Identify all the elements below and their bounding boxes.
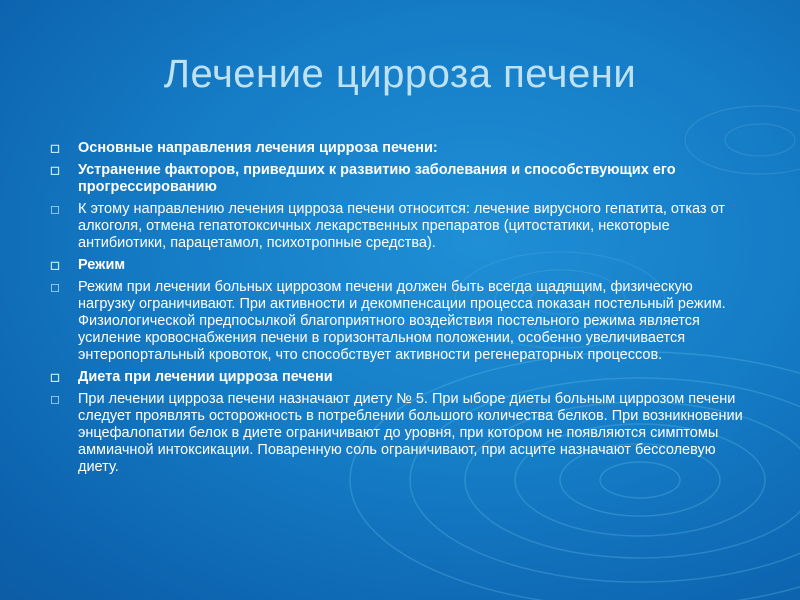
- square-bullet-icon: ◻: [50, 370, 60, 384]
- square-bullet-icon: ◻: [50, 163, 60, 177]
- list-item-text: Основные направления лечения цирроза печени:: [78, 140, 438, 156]
- list-item-text: При лечении цирроза печени назначают диету № 5. При ыборе диеты больным циррозом печени следует проявлять осторожность в потреблении большого количества белков. При возникновении энцефалопатии белок в диете ограничивают до уровня, при котором не появляются симптомы аммиачной интоксикации. Поваренную соль ограничивают, при асците назначают бессолевую диету.: [78, 391, 743, 475]
- list-item-text: Режим при лечении больных циррозом печени должен быть всегда щадящим, физическую нагрузку ограничивают. При активности и декомпенсации процесса показан постельный режим. Физиологической предпосылкой благоприятного воздействия постельного режима является усиление кровоснабжения печени в горизонтальном положении, особенно увеличивается энтеропортальный кровоток, что способствует активности регенераторных процессов.: [78, 279, 726, 363]
- list-item-text: К этому направлению лечения цирроза печени относится: лечение вирусного гепатита, отказ от алкоголя, отмена гепатотоксичных лекарственных препаратов (цитостатики, некоторые антибиотики, парацетамол, психотропные средства).: [78, 201, 725, 251]
- list-item-text: Устранение факторов, приведших к развитию заболевания и способствующих его прогрессированию: [78, 162, 676, 195]
- square-bullet-icon: ◻: [50, 258, 60, 272]
- square-bullet-icon: ◻: [50, 202, 60, 216]
- list-item: [48, 279, 748, 364]
- list-item: [48, 257, 748, 274]
- list-item: [48, 162, 748, 196]
- square-bullet-icon: ◻: [50, 392, 60, 406]
- list-item: [48, 140, 748, 157]
- slide-title: Лечение цирроза печени: [163, 52, 637, 96]
- square-bullet-icon: ◻: [50, 141, 60, 155]
- list-item-text: Режим: [78, 257, 126, 273]
- list-item: [48, 391, 748, 476]
- bullet-list: [48, 140, 748, 481]
- square-bullet-icon: ◻: [50, 280, 60, 294]
- list-item: [48, 369, 748, 386]
- list-item: [48, 201, 748, 252]
- list-item-text: Диета при лечении цирроза печени: [78, 369, 333, 385]
